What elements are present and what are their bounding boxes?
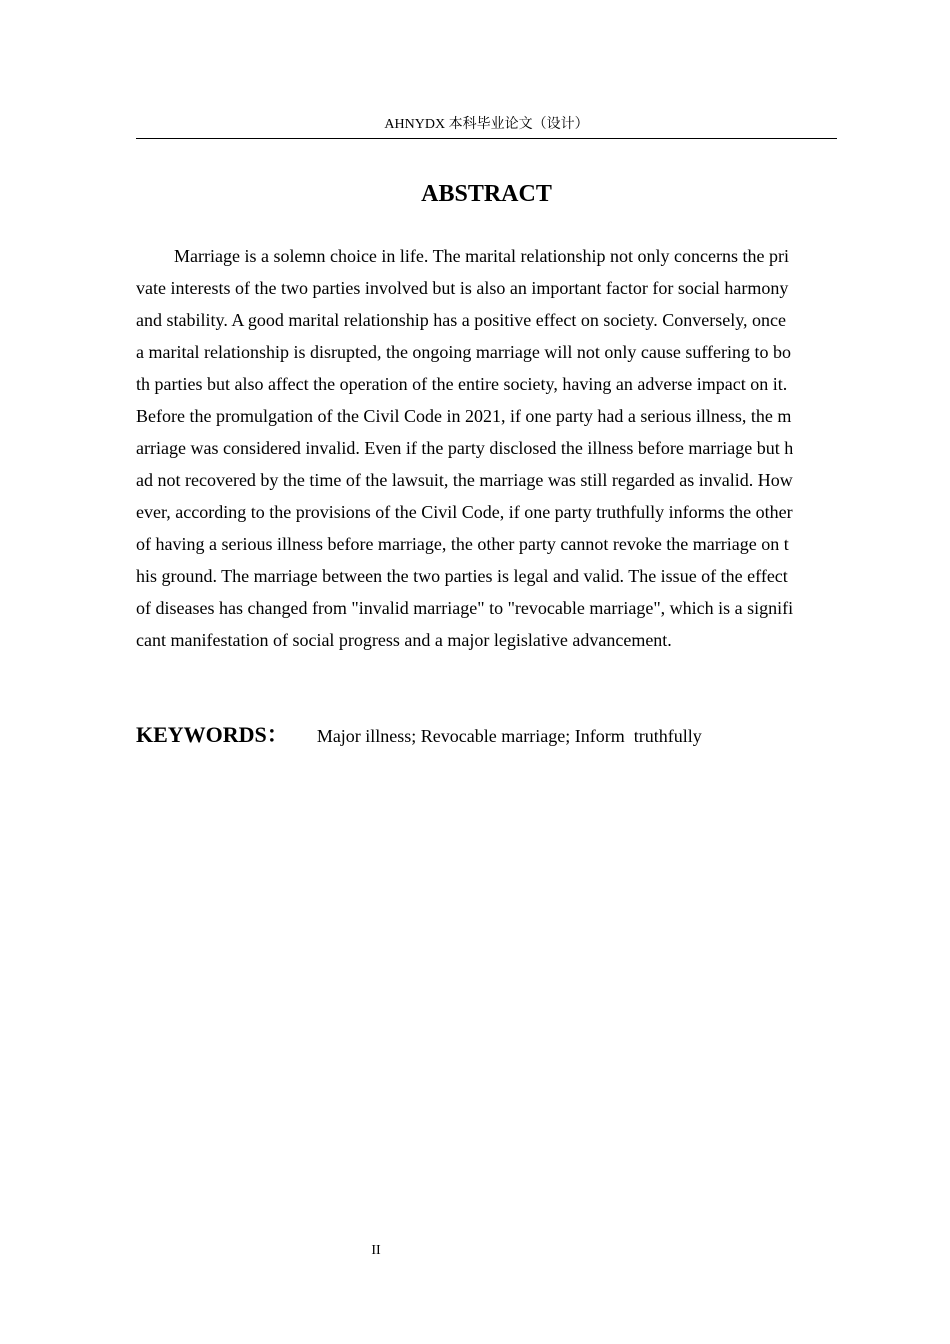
abstract-line: a marital relationship is disrupted, the ongoing marriage will not only cause suffering to bo (136, 342, 792, 362)
abstract-title: ABSTRACT (421, 181, 552, 207)
abstract-body (136, 240, 841, 656)
header-text: AHNYDX 本科毕业论文（设计） (384, 117, 589, 132)
abstract-line: of having a serious illness before marriage, the other party cannot revoke the marriage on t (136, 534, 789, 554)
keywords-label: KEYWORDS： (136, 722, 289, 747)
page-number: II (371, 1243, 381, 1258)
abstract-line: and stability. A good marital relationship has a positive effect on society. Conversely, once (136, 310, 787, 330)
abstract-line: th parties but also affect the operation of the entire society, having an adverse impact on it. (136, 374, 788, 394)
abstract-line: arriage was considered invalid. Even if the party disclosed the illness before marriage but h (136, 438, 794, 458)
abstract-line: vate interests of the two parties involved but is also an important factor for social harmony (136, 278, 789, 298)
abstract-line: cant manifestation of social progress and a major legislative advancement. (136, 630, 672, 650)
abstract-line: ever, according to the provisions of the Civil Code, if one party truthfully informs the other (136, 502, 793, 522)
abstract-line: ad not recovered by the time of the lawsuit, the marriage was still regarded as invalid. How (136, 470, 793, 490)
page-header (136, 116, 837, 139)
abstract-line: Marriage is a solemn choice in life. The marital relationship not only concerns the pri (174, 246, 789, 266)
abstract-line: Before the promulgation of the Civil Code in 2021, if one party had a serious illness, the m (136, 406, 792, 426)
abstract-line: his ground. The marriage between the two parties is legal and valid. The issue of the effect (136, 566, 788, 586)
abstract-line: of diseases has changed from "invalid marriage" to "revocable marriage", which is a signifi (136, 598, 794, 618)
keywords-section (136, 718, 837, 753)
keywords-text: Major illness; Revocable marriage; Inform truthfully (316, 726, 702, 746)
